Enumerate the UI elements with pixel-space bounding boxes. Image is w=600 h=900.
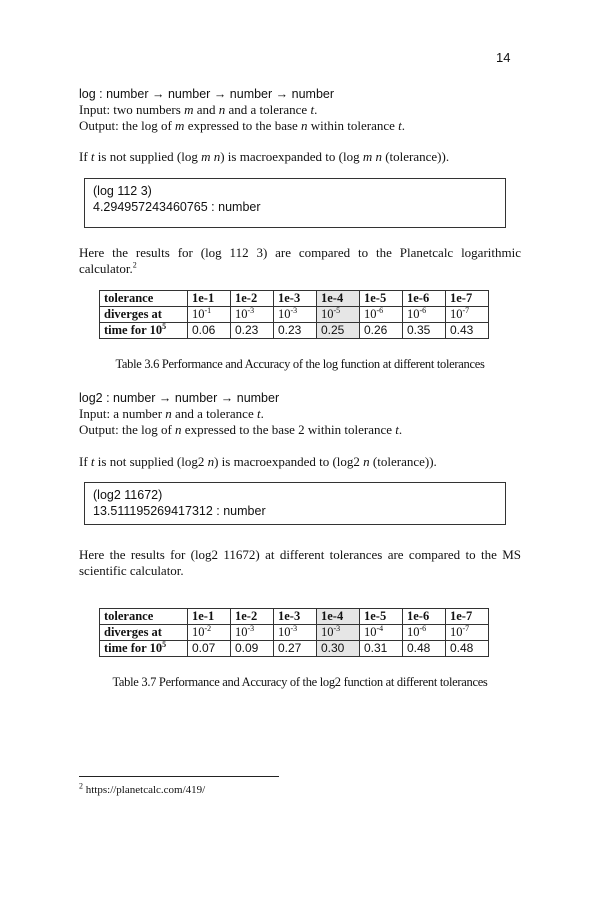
table-row: [100, 307, 489, 323]
time-cell: 0.23: [231, 323, 274, 339]
row-header-diverges: diverges at: [100, 625, 188, 641]
footnote-ref: 2: [132, 260, 137, 270]
tolerance-cell: 1e-7: [446, 609, 489, 625]
table-row: [100, 323, 489, 339]
tolerance-cell: 1e-2: [231, 291, 274, 307]
time-cell: 0.30: [317, 641, 360, 657]
time-cell: 0.09: [231, 641, 274, 657]
time-cell: 0.35: [403, 323, 446, 339]
log2-compare-text: Here the results for (log2 11672) at different tolerances are compared to the MS scientific calculator.: [79, 547, 521, 578]
table-3-7-caption: Table 3.7 Performance and Accuracy of the log2 function at different tolerances: [112, 675, 488, 689]
log-output: Output: the log of m expressed to the base n within tolerance t.: [79, 118, 406, 133]
log2-default-tolerance: If t is not supplied (log2 n) is macroexpanded to (log2 n (tolerance)).: [79, 454, 437, 469]
log-code-output: 4.294957243460765 : number: [93, 200, 261, 214]
diverges-cell: $10^{-3}$: [317, 625, 360, 641]
table-row: [100, 291, 489, 307]
time-cell: 0.43: [446, 323, 489, 339]
tolerance-cell: 1e-3: [274, 609, 317, 625]
time-cell: 0.23: [274, 323, 317, 339]
footnote: [79, 781, 206, 796]
tolerance-cell: 1e-6: [403, 291, 446, 307]
time-cell: 0.48: [446, 641, 489, 657]
row-header-diverges: diverges at: [100, 307, 188, 323]
log-code-input: (log 112 3): [93, 184, 152, 198]
log2-code-output: 13.511195269417312 : number: [93, 504, 266, 518]
log2-code-box: [84, 482, 506, 525]
log2-description: [79, 390, 521, 438]
tolerance-cell: 1e-5: [360, 609, 403, 625]
row-header-tolerance: tolerance: [100, 291, 188, 307]
table-row: [100, 609, 489, 625]
diverges-cell: $10^{-2}$: [188, 625, 231, 641]
diverges-cell: $10^{-1}$: [188, 307, 231, 323]
time-cell: 0.31: [360, 641, 403, 657]
table-3-7: [99, 608, 489, 657]
log-compare-text: Here the results for (log 112 3) are compared to the Planetcalc logarithmic calculator.$^2$: [79, 245, 521, 276]
log-input: Input: two numbers m and n and a tolerance t.: [79, 102, 318, 117]
row-header-time: time for $10^5$: [100, 323, 188, 339]
diverges-cell: $10^{-5}$: [317, 307, 360, 323]
log2-output: Output: the log of n expressed to the base 2 within tolerance t.: [79, 422, 403, 437]
log2-signature: log2 : number → number → number: [79, 391, 280, 405]
table-3-6: [99, 290, 489, 339]
table-3-6-caption: Table 3.6 Performance and Accuracy of the log function at different tolerances: [115, 357, 485, 371]
tolerance-cell: 1e-4: [317, 291, 360, 307]
tolerance-cell: 1e-1: [188, 291, 231, 307]
time-cell: 0.48: [403, 641, 446, 657]
diverges-cell: $10^{-6}$: [360, 307, 403, 323]
diverges-cell: $10^{-3}$: [274, 307, 317, 323]
diverges-cell: $10^{-7}$: [446, 625, 489, 641]
log-code-box: [84, 178, 506, 228]
time-cell: 0.07: [188, 641, 231, 657]
table-row: [100, 625, 489, 641]
time-cell: 0.27: [274, 641, 317, 657]
diverges-cell: $10^{-4}$: [360, 625, 403, 641]
time-cell: 0.06: [188, 323, 231, 339]
row-header-time: time for $10^5$: [100, 641, 188, 657]
table-row: [100, 641, 489, 657]
time-cell: 0.26: [360, 323, 403, 339]
diverges-cell: $10^{-3}$: [274, 625, 317, 641]
time-cell: 0.25: [317, 323, 360, 339]
tolerance-cell: 1e-1: [188, 609, 231, 625]
log-default-tolerance: If t is not supplied (log m n) is macroexpanded to (log m n (tolerance)).: [79, 149, 450, 164]
tolerance-cell: 1e-7: [446, 291, 489, 307]
diverges-cell: $10^{-3}$: [231, 307, 274, 323]
diverges-cell: $10^{-6}$: [403, 307, 446, 323]
tolerance-cell: 1e-6: [403, 609, 446, 625]
log2-input: Input: a number n and a tolerance t.: [79, 406, 264, 421]
log2-code-input: (log2 11672): [93, 488, 163, 502]
diverges-cell: $10^{-6}$: [403, 625, 446, 641]
tolerance-cell: 1e-4: [317, 609, 360, 625]
log-description: [79, 86, 521, 134]
page-number: 14: [496, 50, 511, 65]
log-signature: log : number → number → number → number: [79, 87, 335, 101]
footnote-link[interactable]: https://planetcalc.com/419/: [85, 784, 206, 796]
tolerance-cell: 1e-3: [274, 291, 317, 307]
footnote-mark: 2: [79, 781, 83, 791]
diverges-cell: $10^{-7}$: [446, 307, 489, 323]
diverges-cell: $10^{-3}$: [231, 625, 274, 641]
row-header-tolerance: tolerance: [100, 609, 188, 625]
tolerance-cell: 1e-5: [360, 291, 403, 307]
footnote-divider: [79, 776, 279, 777]
tolerance-cell: 1e-2: [231, 609, 274, 625]
